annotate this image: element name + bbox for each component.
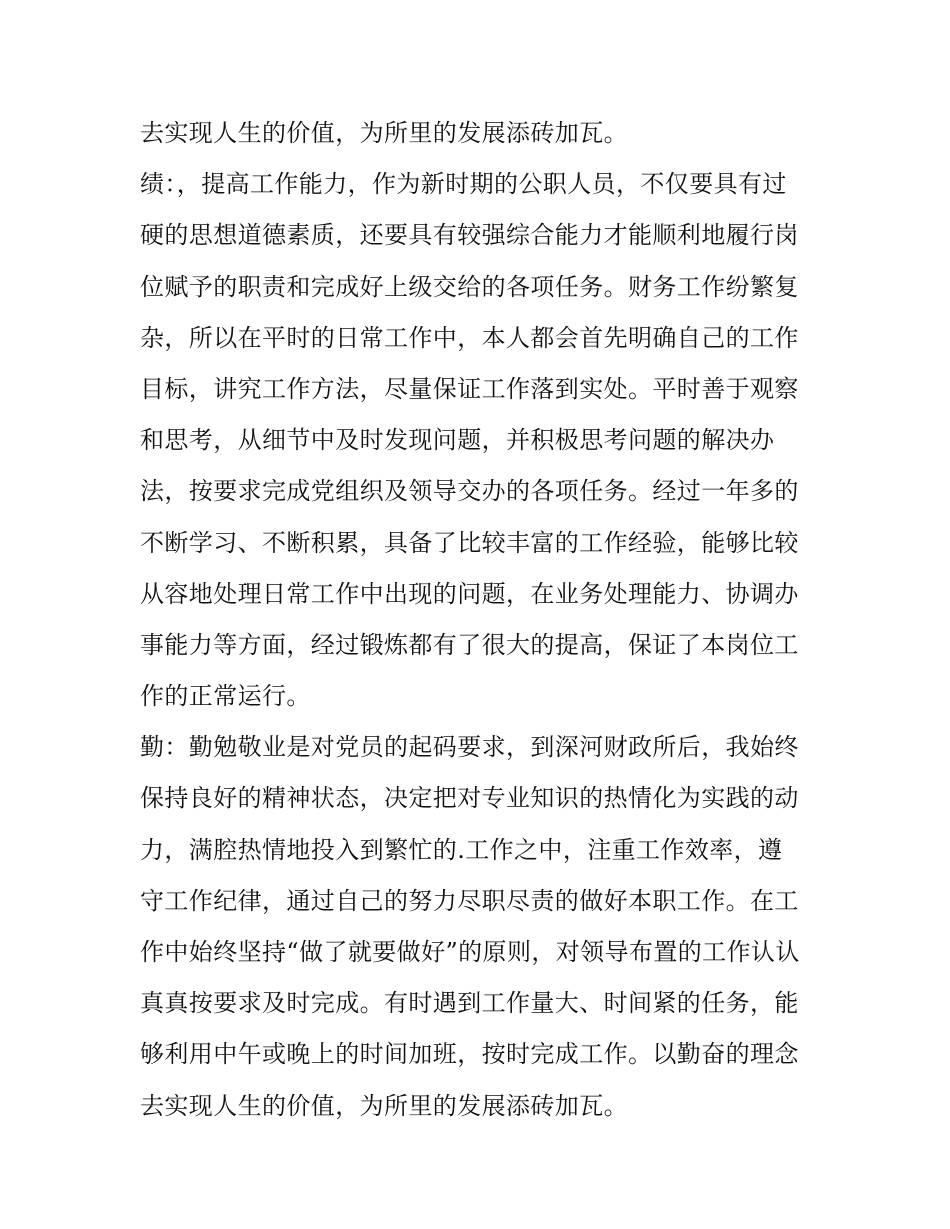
text-line: 目标，讲究工作方法，尽量保证工作落到实处。平时善于观察 — [140, 374, 799, 403]
text-line: 和思考，从细节中及时发现问题，并积极思考问题的解决办 — [140, 426, 775, 455]
text-line: 勤：勤勉敬业是对党员的起码要求，到深河财政所后，我始终 — [140, 733, 799, 762]
text-line: 守工作纪律，通过自己的努力尽职尽责的做好本职工作。在工 — [140, 886, 799, 915]
text-line: 去实现人生的价值，为所里的发展添砖加瓦。 — [140, 1091, 628, 1120]
text-line: 法，按要求完成党组织及领导交办的各项任务。经过一年多的 — [140, 477, 799, 506]
text-line: 作中始终坚持“做了就要做好”的原则，对领导布置的工作认认 — [140, 938, 800, 966]
body-text — [140, 108, 815, 1132]
text-line: 力，满腔热情地投入到繁忙的.工作之中，注重工作效率，遵 — [140, 835, 783, 864]
text-line: 杂，所以在平时的日常工作中，本人都会首先明确自己的工作 — [140, 323, 799, 352]
text-line: 事能力等方面，经过锻炼都有了很大的提高，保证了本岗位工 — [140, 630, 799, 659]
text-line: 作的正常运行。 — [140, 682, 311, 711]
text-line: 保持良好的精神状态，决定把对专业知识的热情化为实践的动 — [140, 784, 799, 813]
text-line: 不断学习、不断积累，具备了比较丰富的工作经验，能够比较 — [140, 528, 799, 557]
text-line: 去实现人生的价值，为所里的发展添砖加瓦。 — [140, 119, 628, 147]
text-line: 够利用中午或晚上的时间加班，按时完成工作。以勤奋的理念 — [140, 1040, 799, 1069]
text-line: 绩：，提高工作能力，作为新时期的公职人员，不仅要具有过 — [140, 170, 787, 199]
text-line: 从容地处理日常工作中出现的问题，在业务处理能力、协调办 — [140, 579, 799, 608]
text-line: 硬的思想道德素质，还要具有较强综合能力才能顺利地履行岗 — [140, 221, 799, 250]
text-line: 位赋予的职责和完成好上级交给的各项任务。财务工作纷繁复 — [140, 272, 799, 301]
text-line: 真真按要求及时完成。有时遇到工作量大、时间紧的任务，能 — [140, 989, 799, 1018]
